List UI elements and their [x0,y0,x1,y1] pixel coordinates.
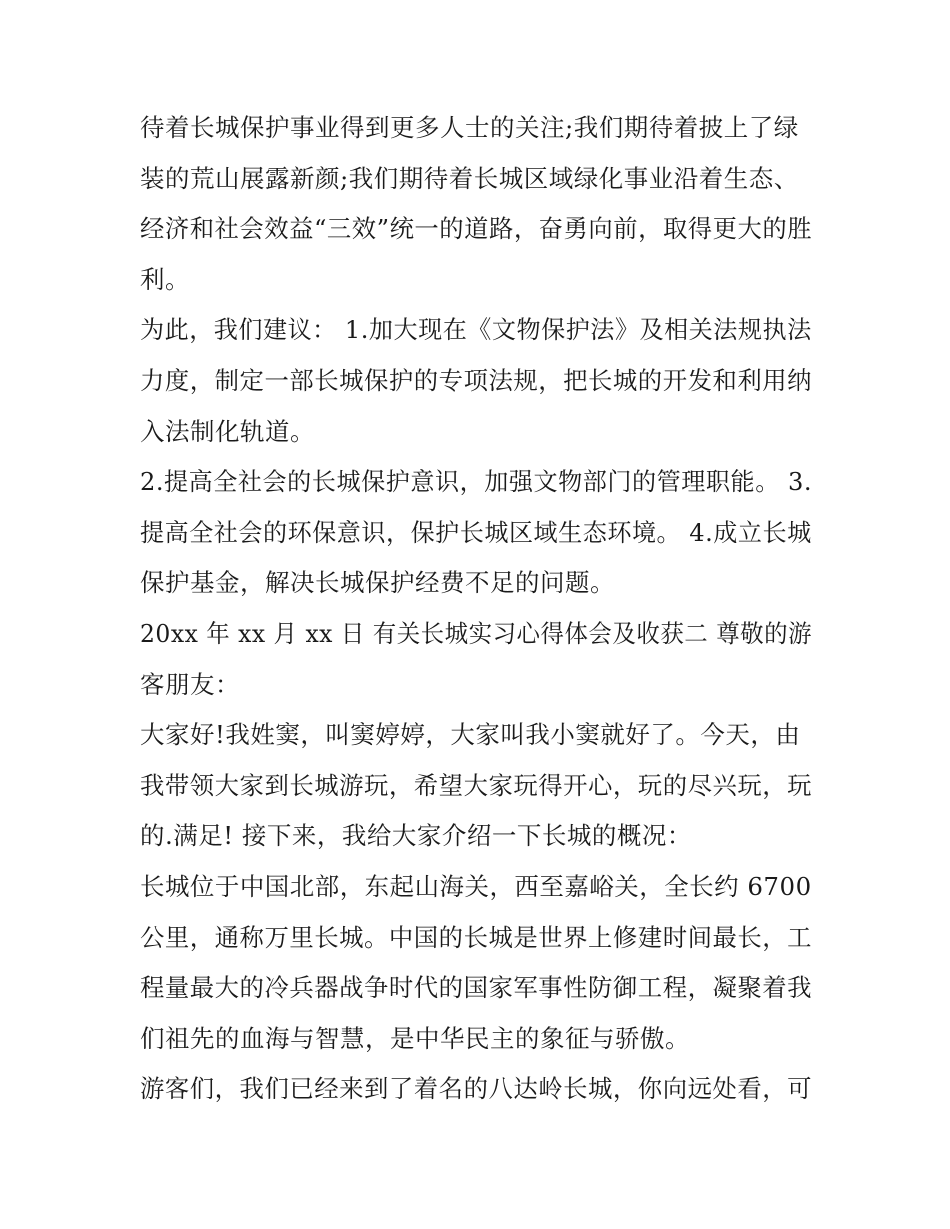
paragraph-suggestions [140,305,820,457]
paragraph-expectations [140,103,820,305]
text-line: 长城位于中国北部，东起山海关，西至嘉峪关，全长约 6700 [140,871,812,901]
text-line: 游客们，我们已经来到了着名的八达岭长城，你向远处看，可 [140,1074,813,1104]
text-line: 20xx 年 xx 月 xx 日 有关长城实习心得体会及收获二 尊敬的游 [140,618,813,648]
text-line: 装的荒山展露新颜;我们期待着长城区域绿化事业沿着生态、 [140,163,799,193]
paragraph-suggestion-list [140,457,820,609]
paragraph-greeting [140,710,820,862]
text-line: 经济和社会效益“三效”统一的道路，奋勇向前，取得更大的胜 [140,214,813,244]
text-line: 待着长城保护事业得到更多人士的关注;我们期待着披上了绿 [140,113,799,142]
text-line: 大家好!我姓窦，叫窦婷婷，大家叫我小窦就好了。今天，由 [140,720,801,750]
document-page [140,103,820,1115]
text-line: 提高全社会的环保意识，保护长城区域生态环境。 4.成立长城 [140,517,812,547]
paragraph-date-heading [140,609,820,710]
text-line: 我带领大家到长城游玩，希望大家玩得开心，玩的尽兴玩，玩 [140,770,813,800]
text-line: 客朋友： [140,669,240,699]
text-line: 们祖先的血海与智慧，是中华民主的象征与骄傲。 [140,1023,690,1053]
text-line: 2.提高全社会的长城保护意识，加强文物部门的管理职能。 3. [140,467,813,497]
text-line: 公里，通称万里长城。中国的长城是世界上修建时间最长，工 [140,922,813,952]
paragraph-great-wall-overview [140,862,820,1064]
text-line: 入法制化轨道。 [140,416,315,446]
text-line: 保护基金，解决长城保护经费不足的问题。 [140,568,615,598]
text-line: 为此，我们建议： 1.加大现在《文物保护法》及相关法规执法 [140,315,812,345]
text-line: 程量最大的冷兵器战争时代的国家军事性防御工程，凝聚着我 [140,973,813,1003]
text-line: 的.满足! 接下来，我给大家介绍一下长城的概况： [140,821,692,851]
text-line: 力度，制定一部长城保护的专项法规，把长城的开发和利用纳 [140,365,813,395]
text-line: 利。 [140,264,190,294]
paragraph-badaling [140,1064,820,1115]
